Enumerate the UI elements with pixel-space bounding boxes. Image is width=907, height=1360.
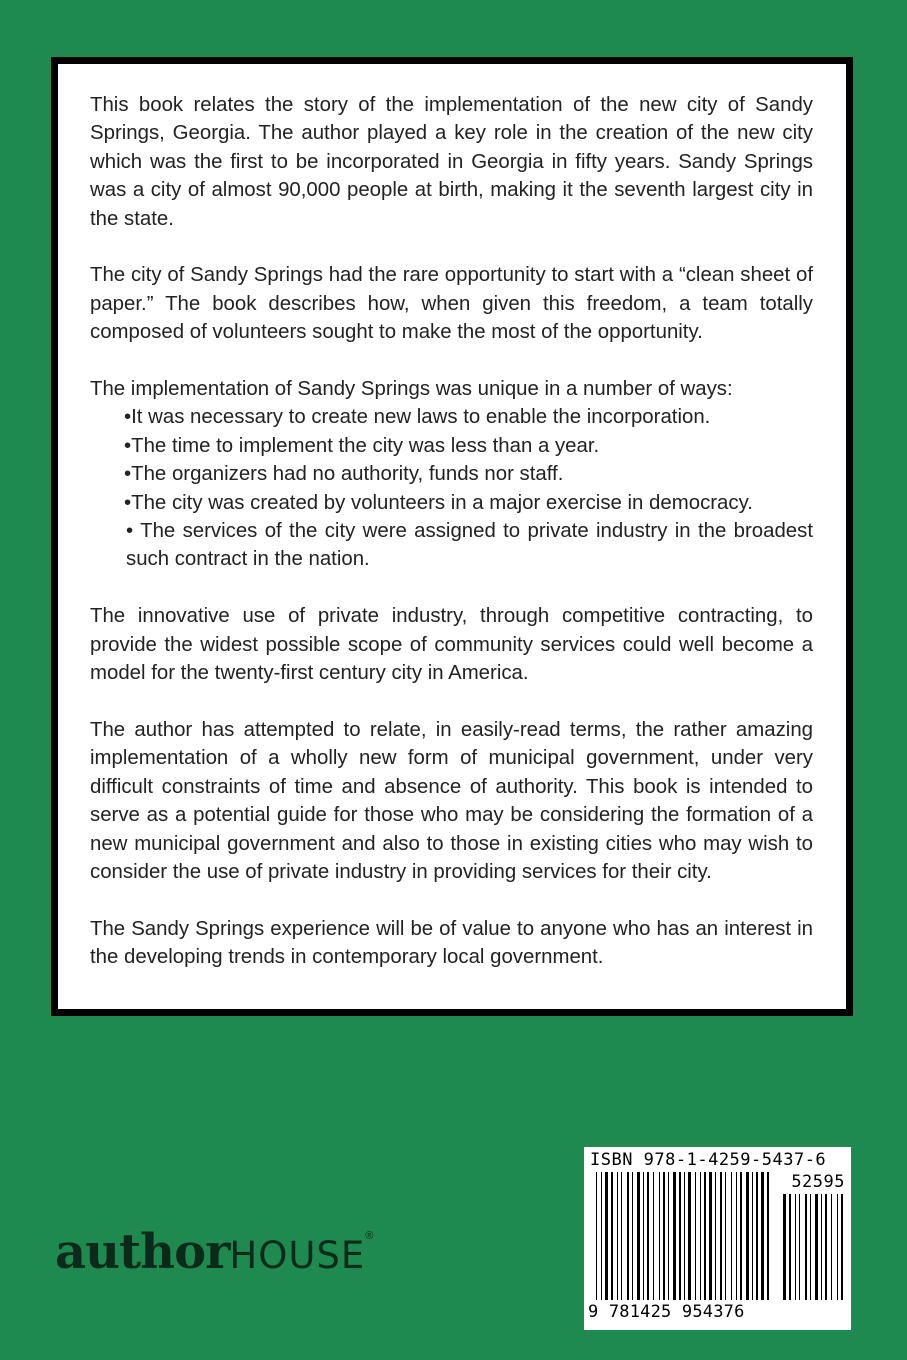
barcode-bar [825,1194,827,1300]
back-cover-blurb-frame [51,57,853,1016]
registered-mark: ® [365,1230,374,1242]
list-item: •The organizers had no authority, funds nor staff. [124,463,564,486]
isbn-barcode [584,1147,851,1330]
barcode-bar [841,1194,843,1300]
blurb-paragraph-1: This book relates the story of the implementation of the new city of Sandy Springs, Georgia. The author played a key role in the creation of the new city which was the first to be incorporated in Georgia in fifty years. Sandy Springs was a city of almost 90,000 people at birth, making it the seventh largest city in the state. [90,94,813,230]
barcode-bar [715,1172,716,1300]
publisher-logo [55,1224,373,1280]
barcode-bar [821,1194,822,1300]
barcode-bar [815,1194,818,1300]
barcode-bar [605,1172,608,1300]
barcode-bar [725,1172,726,1300]
logo-house-text: HOUSE [229,1234,366,1277]
price-code: 52595 [791,1172,845,1192]
barcode-bar [731,1172,732,1300]
back-cover-blurb [58,64,846,1009]
barcode-bar [736,1172,737,1300]
isbn-label: ISBN 978-1-4259-5437-6 [590,1150,827,1170]
blurb-paragraph-3-intro: The implementation of Sandy Springs was unique in a number of ways: [90,378,733,401]
barcode-bar [789,1194,791,1300]
list-item: •It was necessary to create new laws to enable the incorporation. [124,406,711,429]
unique-features-list [90,403,813,573]
barcode-bar [601,1172,602,1300]
barcode-bar [684,1172,685,1300]
barcode-bar [709,1172,712,1300]
barcode-bar [795,1194,796,1300]
barcode-bar [831,1194,832,1300]
barcode-bar [810,1194,811,1300]
barcode-bar [767,1172,769,1300]
blurb-paragraph-2: The city of Sandy Springs had the rare opportunity to start with a “clean sheet of paper.” The book describes how, when given this freedom, a team totally composed of volunteers sought to make the most of the opportunity. [90,264,813,344]
blurb-paragraph-4: The innovative use of private industry, through competitive contracting, to provide the widest possible scope of community services could well become a model for the twenty-first century city in America. [90,605,813,685]
blurb-paragraph-6: The Sandy Springs experience will be of value to anyone who has an interest in the developing trends in contemporary local government. [90,917,813,969]
barcode-bar [617,1172,618,1300]
barcode-bar [761,1172,764,1300]
barcode-bar [621,1172,622,1300]
barcode-bar [695,1172,696,1300]
barcode-bar [679,1172,681,1300]
barcode-bar [653,1172,654,1300]
barcode-bar [720,1172,722,1300]
barcode-bar [632,1172,633,1300]
barcode-bar [673,1172,676,1300]
blurb-paragraph-5: The author has attempted to relate, in easily-read terms, the rather amazing implementation of a wholly new form of municipal government, under very difficult constraints of time and absence of authority. This book is intended to serve as a potential guide for those who may be considering the formation of a new municipal government and also to those in existing cities who may wish to consider the use of private industry in providing services for their city. [90,718,813,883]
barcode-bar [837,1194,838,1300]
barcode-bar [799,1194,800,1300]
barcode-bar [752,1172,753,1300]
logo-author-text: author [55,1224,230,1280]
barcode-bar [663,1172,665,1300]
barcode-bar [637,1172,640,1300]
barcode-bar [627,1172,629,1300]
barcode-bar [643,1172,644,1300]
barcode-bar [805,1194,807,1300]
barcode-bar [596,1172,597,1300]
ean-digits: 9 781425 954376 [588,1302,745,1322]
barcode-bar [668,1172,669,1300]
barcode-bar [688,1172,691,1300]
barcode-bar [746,1172,749,1300]
barcode-bar [740,1172,742,1300]
list-item: • The services of the city were assigned to private industry in the broadest such contract in the nation. [126,520,813,571]
barcode-bar [611,1172,613,1300]
barcode-bar [756,1172,758,1300]
barcode-bar [659,1172,660,1300]
barcode-bar [783,1194,786,1300]
list-item: •The time to implement the city was less than a year. [124,434,600,457]
barcode-bar [700,1172,701,1300]
barcode-bar [704,1172,706,1300]
barcode-bar [647,1172,649,1300]
list-item: •The city was created by volunteers in a major exercise in democracy. [124,491,753,514]
